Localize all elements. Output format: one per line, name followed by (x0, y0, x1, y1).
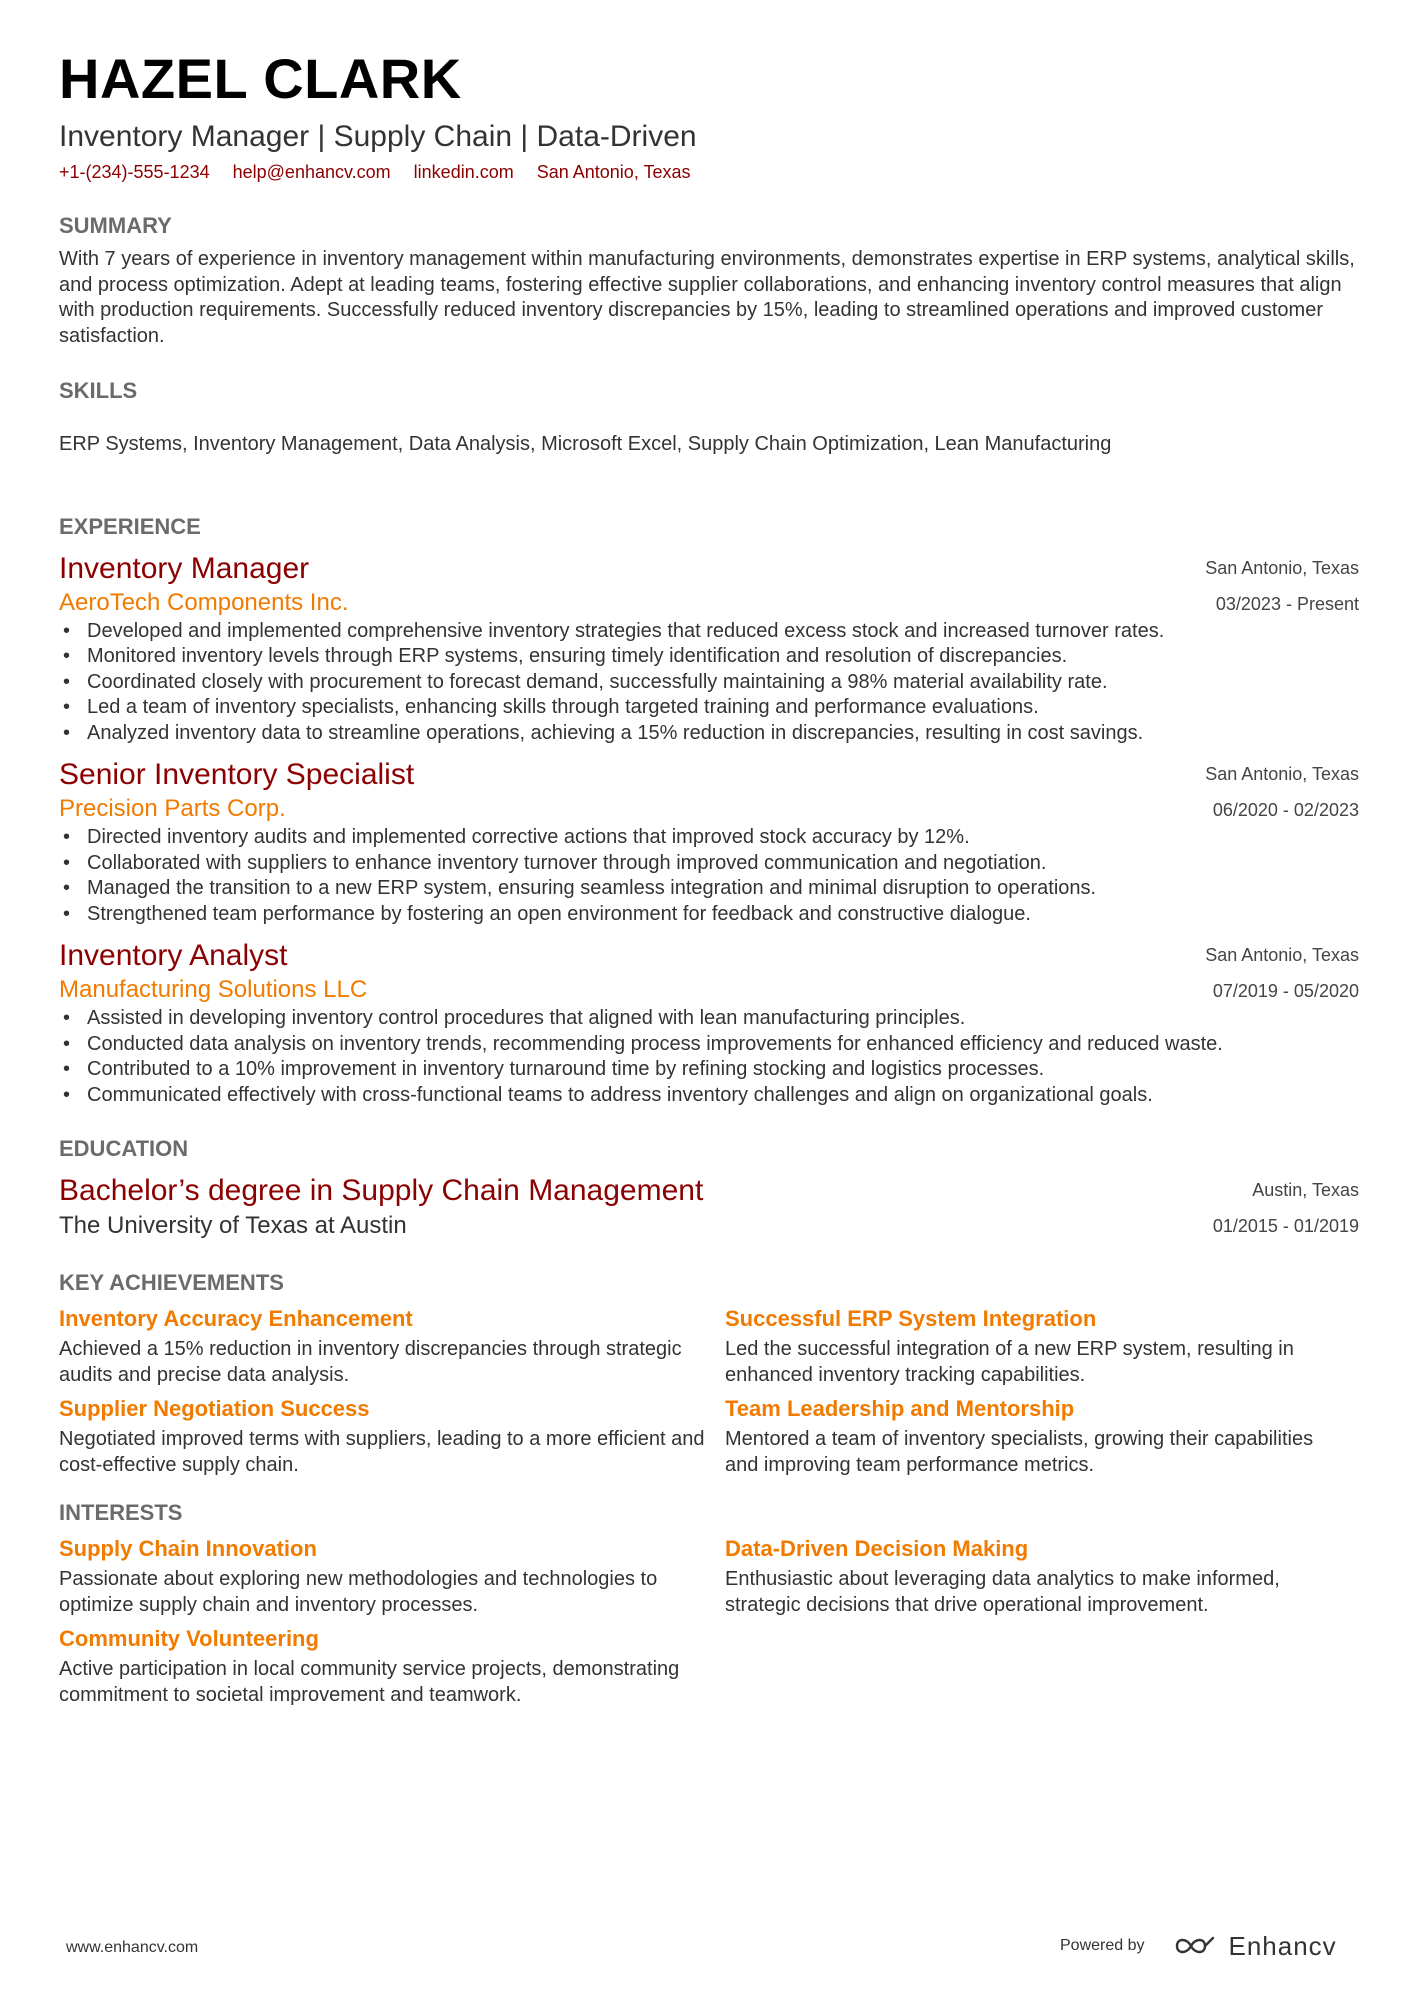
job-bullet: • Contributed to a 10% improvement in inventory turnaround time by refining stocking and logistics processes. (59, 1057, 1359, 1083)
job-meta (1205, 550, 1359, 622)
job-bullet: • Collaborated with suppliers to enhance inventory turnover through improved communication and negotiation. (59, 851, 1359, 877)
footer-website-link[interactable]: www.enhancv.com (66, 1939, 199, 1956)
enhancv-logo-icon (1173, 1934, 1217, 1958)
job-bullet: • Managed the transition to a new ERP system, ensuring seamless integration and minimal disruption to operations. (59, 876, 1359, 902)
interest-item (725, 1534, 1359, 1618)
job-title: Senior Inventory Specialist (59, 758, 415, 791)
achievement-desc: Achieved a 15% reduction in inventory discrepancies through strategic audits and precise data analysis. (59, 1338, 682, 1386)
education-meta (1213, 1172, 1359, 1244)
job-location: San Antonio, Texas (1205, 557, 1359, 578)
email-link[interactable]: help@enhancv.com (232, 162, 391, 182)
interest-desc: Passionate about exploring new methodologies and technologies to optimize supply chain and inventory processes. (59, 1568, 658, 1616)
interests-heading: INTERESTS (59, 1500, 183, 1525)
achievement-desc: Led the successful integration of a new ERP system, resulting in enhanced inventory tracking capabilities. (725, 1338, 1294, 1386)
job-bullet: • Assisted in developing inventory control procedures that aligned with lean manufacturing principles. (59, 1006, 1359, 1032)
achievement-item (59, 1304, 725, 1388)
interest-title: Community Volunteering (59, 1626, 319, 1651)
powered-by-label: Powered by (1060, 1937, 1145, 1954)
education-location: Austin, Texas (1252, 1180, 1359, 1200)
job-dates: 03/2023 - Present (1215, 593, 1359, 614)
achievement-desc: Mentored a team of inventory specialists, growing their capabilities and improving team performance metrics. (725, 1428, 1314, 1476)
achievement-item (725, 1304, 1359, 1388)
contact-line (59, 159, 1359, 185)
job-entry (59, 756, 1359, 927)
job-bullet: • Led a team of inventory specialists, enhancing skills through targeted training and performance evaluations. (59, 695, 1359, 721)
achievement-title: Team Leadership and Mentorship (725, 1396, 1075, 1421)
achievement-title: Supplier Negotiation Success (59, 1396, 370, 1421)
education-school: The University of Texas at Austin (59, 1212, 407, 1239)
achievements-heading: KEY ACHIEVEMENTS (59, 1270, 284, 1295)
skills-text: ERP Systems, Inventory Management, Data Analysis, Microsoft Excel, Supply Chain Optimization, Lean Manufacturing (59, 433, 1112, 455)
job-dates: 06/2020 - 02/2023 (1212, 800, 1359, 820)
job-title: Inventory Analyst (59, 939, 288, 972)
job-location: San Antonio, Texas (1205, 945, 1359, 965)
job-entry (59, 550, 1359, 747)
job-header (59, 550, 1359, 617)
job-company: Precision Parts Corp. (59, 795, 286, 822)
job-bullet: • Developed and implemented comprehensive inventory strategies that reduced excess stock and increased turnover rates. (59, 619, 1359, 645)
linkedin-link[interactable]: linkedin.com (413, 162, 514, 182)
job-meta (1205, 937, 1359, 1009)
job-title: Inventory Manager (59, 551, 310, 585)
location-text: San Antonio, Texas (536, 162, 691, 182)
job-bullet: • Coordinated closely with procurement to forecast demand, successfully maintaining a 98% material availability rate. (59, 670, 1359, 696)
interest-desc: Active participation in local community service projects, demonstrating commitment to societal improvement and teamwork. (59, 1658, 680, 1706)
job-bullet: • Communicated effectively with cross-functional teams to address inventory challenges and align on organizational goals. (59, 1083, 1359, 1109)
education-entry (59, 1172, 1359, 1242)
interests-grid (59, 1528, 1359, 1708)
achievement-item (725, 1394, 1359, 1478)
interest-item (59, 1624, 725, 1708)
education-degree: Bachelor’s degree in Supply Chain Management (59, 1174, 704, 1207)
summary-heading: SUMMARY (59, 213, 172, 238)
phone-link[interactable]: +1-(234)-555-1234 (59, 162, 210, 182)
job-bullet: • Monitored inventory levels through ERP systems, ensuring timely identification and resolution of discrepancies. (59, 644, 1359, 670)
job-bullets (59, 1006, 1359, 1108)
job-header (59, 937, 1359, 1004)
achievements-grid (59, 1298, 1359, 1478)
resume-content (59, 44, 1359, 1708)
job-bullets (59, 619, 1359, 747)
achievement-title: Inventory Accuracy Enhancement (59, 1306, 413, 1331)
job-location: San Antonio, Texas (1205, 764, 1359, 784)
education-heading: EDUCATION (59, 1136, 189, 1161)
job-bullet: • Analyzed inventory data to streamline operations, achieving a 15% reduction in discrepancies, resulting in cost savings. (59, 721, 1359, 747)
skills-heading: SKILLS (59, 378, 138, 403)
candidate-name: HAZEL CLARK (59, 47, 462, 110)
job-dates: 07/2019 - 05/2020 (1212, 981, 1359, 1001)
candidate-headline: Inventory Manager | Supply Chain | Data-Driven (59, 120, 697, 153)
job-bullet: • Directed inventory audits and implemented corrective actions that improved stock accuracy by 12%. (59, 825, 1359, 851)
interest-title: Data-Driven Decision Making (725, 1536, 1029, 1561)
job-header (59, 756, 1359, 823)
job-entry (59, 937, 1359, 1108)
achievement-item (59, 1394, 725, 1478)
interest-desc: Enthusiastic about leveraging data analytics to make informed, strategic decisions that drive operational improvement. (725, 1568, 1280, 1616)
job-bullet: • Conducted data analysis on inventory trends, recommending process improvements for enhanced efficiency and reduced waste. (59, 1032, 1359, 1058)
interest-item (59, 1534, 725, 1618)
summary-text: With 7 years of experience in inventory management within manufacturing environments, demonstrates expertise in ERP systems, analytical skills, and process optimization. Adept at leading teams, fostering effective supplier collaborations, and enhancing inventory control measures that align with production requirements. Successfully reduced inventory discrepancies by 15%, leading to streamlined operations and improved customer satisfaction. (59, 248, 1355, 347)
job-bullets (59, 825, 1359, 927)
enhancv-brand-name: Enhancv (1228, 1930, 1337, 1961)
job-company: AeroTech Components Inc. (59, 588, 349, 616)
experience-heading: EXPERIENCE (59, 513, 201, 539)
job-meta (1205, 756, 1359, 828)
job-company: Manufacturing Solutions LLC (59, 976, 368, 1003)
education-dates: 01/2015 - 01/2019 (1212, 1216, 1359, 1236)
achievement-desc: Negotiated improved terms with suppliers, leading to a more efficient and cost-effective supply chain. (59, 1428, 705, 1476)
footer-branding[interactable] (1060, 1928, 1337, 1964)
interest-title: Supply Chain Innovation (59, 1536, 317, 1561)
job-bullet: • Strengthened team performance by fostering an open environment for feedback and constructive dialogue. (59, 902, 1359, 928)
achievement-title: Successful ERP System Integration (725, 1306, 1097, 1331)
